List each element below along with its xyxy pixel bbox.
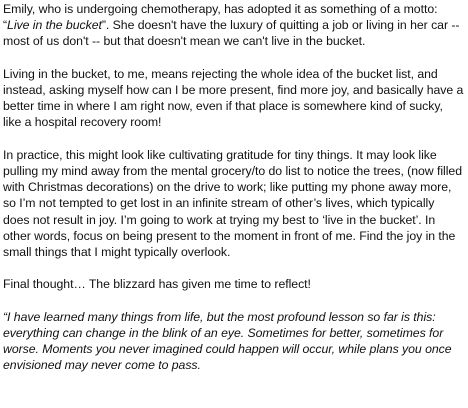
paragraph-living-in-bucket: Living in the bucket, to me, means rejecting the whole idea of the bucket list, and instead, asking myself how can I be more present, find more joy, and basically have a better time in where I am right now, even if that place is somewhere kind of sucky, like a hospital recovery room! (3, 66, 464, 130)
paragraph-in-practice: In practice, this might look like cultivating gratitude for tiny things. It may look like pulling my mind away from the mental grocery/to do list to notice the trees, (now filled with Christmas decorations) on the drive to work; like putting my phone away more, so I’m not tempted to get lost in an infinite stream of other’s lives, which typically does not result in joy. I’m going to work at trying my best to ‘live in the bucket’. In other words, focus on being present to the moment in front of me. Find the joy in the small things that I might typically overlook. (3, 147, 462, 260)
paragraph-final-thought: Final thought… The blizzard has given me time to reflect! (3, 277, 311, 292)
motto-text: Live in the bucket (7, 18, 102, 33)
paragraph-intro (3, 1, 464, 50)
intro-text-start: Emily, who is undergoing chemotherapy, has adopted it as something of a motto: “ (3, 2, 438, 33)
closing-quote (3, 309, 464, 374)
quote-text: “I have learned many things from life, but the most profound lesson so far is this: everything can change in the blink of an eye. Sometimes for better, sometimes for worse. Moments you never imagined could happen will occur, while plans you once envisioned may never come to pass. (3, 309, 452, 373)
intro-text-end: ”. She doesn't have the luxury of quitting a job or living in her car -- most of us don't -- but that doesn't mean we can't live in the bucket. (3, 18, 460, 49)
